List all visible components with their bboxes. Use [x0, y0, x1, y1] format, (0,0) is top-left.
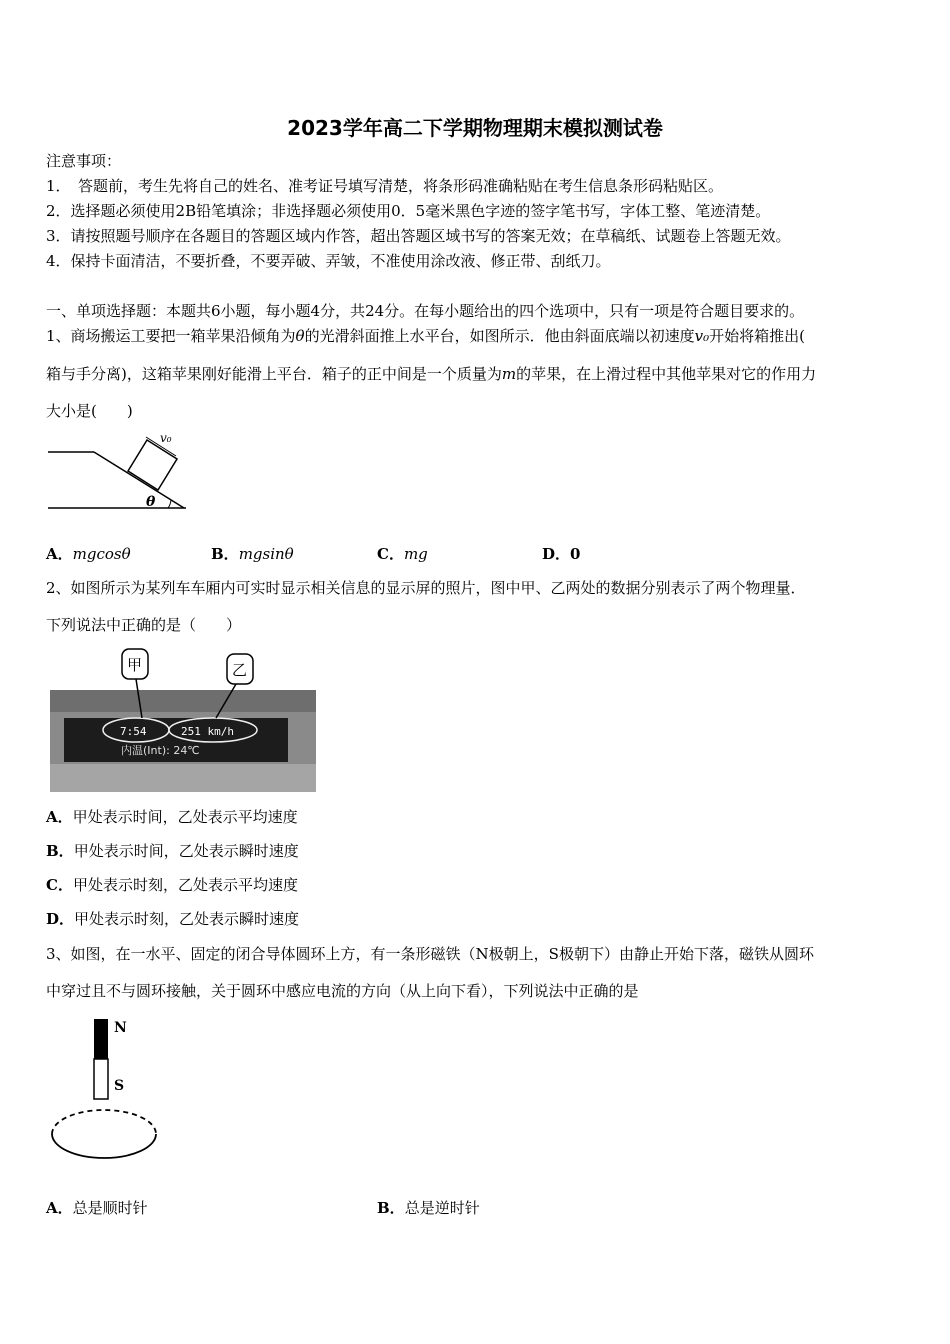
magnet-ring-figure [46, 1016, 166, 1162]
display-temp: 内温(Int): 24℃ [121, 744, 200, 757]
q1-option-d[interactable]: D．0 [542, 545, 581, 563]
q1-line-3: 大小是( ) [46, 402, 133, 420]
q2-line-2: 下列说法中正确的是（ ） [46, 616, 242, 634]
q1-option-a[interactable]: A．mgcosθ [46, 545, 131, 563]
q3-line-2: 中穿过且不与圆环接触，关于圆环中感应电流的方向（从上向下看），下列说法中正确的是 [46, 982, 639, 1000]
q3-option-a[interactable]: A．总是顺时针 [46, 1199, 148, 1217]
q2-line-1: 2、如图所示为某列车车厢内可实时显示相关信息的显示屏的照片，图中甲、乙两处的数据分别表示了两个物理量． [46, 579, 806, 597]
incline-figure [46, 428, 191, 512]
q1-option-c[interactable]: C．mg [377, 545, 428, 563]
fig-theta-label: θ [146, 494, 156, 510]
notice-item-4: 4．保持卡面清洁，不要折叠，不要弄破、弄皱，不准使用涂改液、修正带、刮纸刀。 [46, 252, 611, 270]
notice-heading: 注意事项： [46, 152, 122, 170]
fig-v0-label: v₀ [160, 431, 172, 445]
q2-option-a[interactable]: A．甲处表示时间，乙处表示平均速度 [46, 808, 298, 826]
q1-option-b[interactable]: B．mgsinθ [211, 545, 294, 563]
display-speed: 251 km/h [181, 725, 234, 738]
magnet-n-pole [94, 1019, 108, 1059]
label-yi: 乙 [232, 661, 248, 679]
notice-item-3: 3．请按照题号顺序在各题目的答题区域内作答，超出答题区域书写的答案无效；在草稿纸、试题卷上答题无效。 [46, 227, 791, 245]
q2-option-b[interactable]: B．甲处表示时间，乙处表示瞬时速度 [46, 842, 299, 860]
ring-front [52, 1134, 156, 1158]
display-time: 7:54 [120, 725, 147, 738]
magnet-n-label: N [114, 1020, 127, 1036]
q2-option-d[interactable]: D．甲处表示时刻，乙处表示瞬时速度 [46, 910, 300, 928]
section-heading: 一、单项选择题：本题共6小题，每小题4分，共24分。在每小题给出的四个选项中，只有一项是符合题目要求的。 [46, 302, 805, 320]
q2-option-c[interactable]: C．甲处表示时刻，乙处表示平均速度 [46, 876, 298, 894]
q1-line-2: 箱与手分离)，这箱苹果刚好能滑上平台．箱子的正中间是一个质量为m的苹果，在上滑过程中其他苹果对它的作用力 [46, 365, 817, 383]
page-title: 2023学年高二下学期物理期末模拟测试卷 [287, 116, 663, 140]
box-shape [128, 440, 177, 490]
label-jia: 甲 [127, 656, 143, 674]
q3-line-1: 3、如图，在一水平、固定的闭合导体圆环上方，有一条形磁铁（N极朝上，S极朝下）由静止开始下落，磁铁从圆环 [46, 945, 814, 963]
magnet-s-label: S [114, 1078, 125, 1094]
q3-option-b[interactable]: B．总是逆时针 [377, 1199, 480, 1217]
train-display-photo [46, 646, 318, 794]
q1-line-1: 1、商场搬运工要把一箱苹果沿倾角为θ的光滑斜面推上水平台，如图所示．他由斜面底端以初速度v₀开始将箱推出( [46, 327, 805, 345]
magnet-s-pole [94, 1059, 108, 1099]
ring-back [52, 1110, 156, 1134]
notice-item-2: 2．选择题必须使用2B铅笔填涂；非选择题必须使用0．5毫米黑色字迹的签字笔书写，字体工整、笔迹清楚。 [46, 202, 771, 220]
notice-item-1: 1． 答题前，考生先将自己的姓名、准考证号填写清楚，将条形码准确粘贴在考生信息条形码粘贴区。 [46, 177, 724, 195]
